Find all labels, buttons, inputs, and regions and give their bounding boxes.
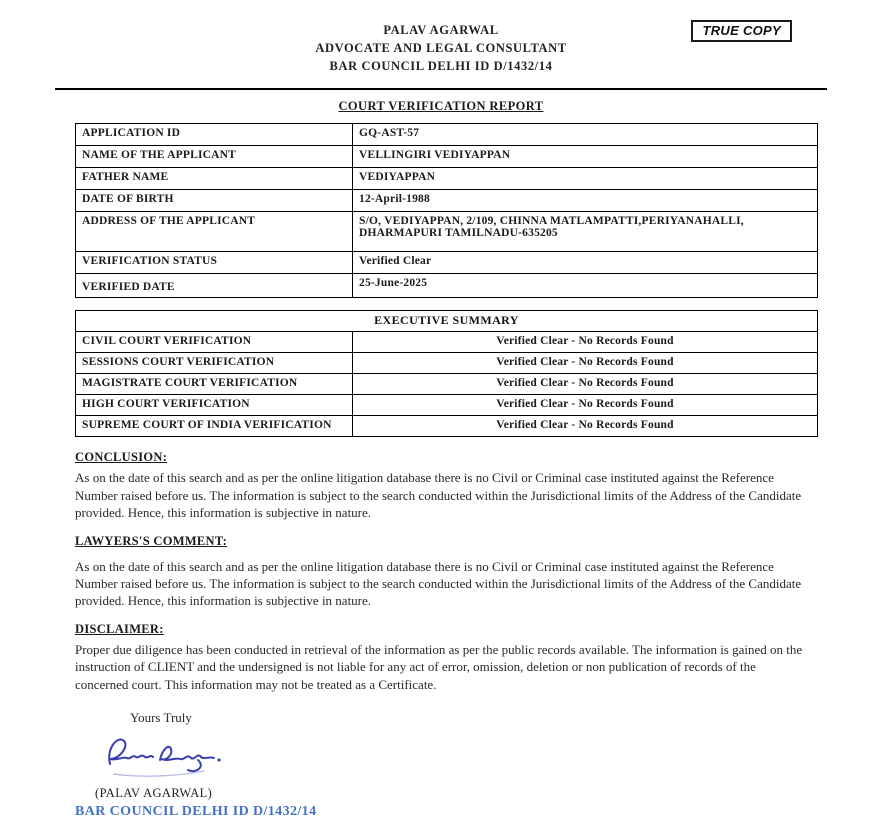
field-value: GQ-AST-57: [353, 124, 818, 146]
report-title: COURT VERIFICATION REPORT: [338, 99, 544, 114]
lawyers-comment-heading: LAWYERS'S COMMENT:: [75, 533, 228, 548]
field-label: NAME OF THE APPLICANT: [76, 146, 353, 168]
advocate-title: ADVOCATE AND LEGAL CONSULTANT: [315, 41, 567, 56]
summary-label: CIVIL COURT VERIFICATION: [76, 332, 353, 353]
summary-value: Verified Clear - No Records Found: [353, 332, 818, 353]
table-row: [76, 124, 818, 146]
true-copy-stamp: TRUE COPY: [691, 20, 792, 42]
field-label: DATE OF BIRTH: [76, 190, 353, 212]
field-value: VEDIYAPPAN: [353, 168, 818, 190]
table-row: [76, 395, 818, 416]
table-row: [76, 374, 818, 395]
field-label: VERIFICATION STATUS: [76, 252, 353, 274]
footer-bar-id: BAR COUNCIL DELHI ID D/1432/14: [75, 803, 317, 819]
conclusion-heading: CONCLUSION:: [75, 450, 168, 465]
summary-value: Verified Clear - No Records Found: [353, 353, 818, 374]
field-label: ADDRESS OF THE APPLICANT: [76, 212, 353, 252]
applicant-details-table: [75, 123, 818, 298]
summary-value: Verified Clear - No Records Found: [353, 374, 818, 395]
field-label: VERIFIED DATE: [76, 274, 353, 298]
summary-label: SESSIONS COURT VERIFICATION: [76, 353, 353, 374]
table-row: [76, 168, 818, 190]
executive-summary-title: EXECUTIVE SUMMARY: [76, 311, 818, 332]
table-row: [76, 146, 818, 168]
field-value: 12-April-1988: [353, 190, 818, 212]
summary-value: Verified Clear - No Records Found: [353, 395, 818, 416]
signature: [98, 730, 228, 782]
table-row: [76, 353, 818, 374]
summary-value: Verified Clear - No Records Found: [353, 416, 818, 437]
executive-summary-table: [75, 310, 818, 437]
table-row: [76, 274, 818, 298]
field-label: FATHER NAME: [76, 168, 353, 190]
advocate-bar-id: BAR COUNCIL DELHI ID D/1432/14: [329, 59, 553, 74]
header-divider: [55, 88, 827, 90]
signatory-name: (PALAV AGARWAL): [95, 785, 213, 800]
field-value: Verified Clear: [353, 252, 818, 274]
table-row: [76, 332, 818, 353]
table-row: [76, 311, 818, 332]
summary-label: SUPREME COURT OF INDIA VERIFICATION: [76, 416, 353, 437]
disclaimer-body: Proper due diligence has been conducted in retrieval of the information as per the public records available. The information is gained on the instruction of CLIENT and the undersigned is not liable for any act of error, omission, deletion or non publication of records of the concerned court. This information may not be treated as a Certificate.: [75, 642, 803, 692]
signature-ink: [98, 730, 228, 782]
disclaimer-heading: DISCLAIMER:: [75, 622, 164, 637]
closing-text: Yours Truly: [130, 709, 192, 725]
summary-label: HIGH COURT VERIFICATION: [76, 395, 353, 416]
conclusion-body: As on the date of this search and as per the online litigation database there is no Civil or Criminal case instituted against the Reference Number raised before us. The information is subject to the search conducted within the Jurisdictional limits of the Address of the Candidate provided. Hence, this information is subjective in nature.: [75, 470, 802, 520]
summary-label: MAGISTRATE COURT VERIFICATION: [76, 374, 353, 395]
table-row: [76, 212, 818, 252]
field-value: VELLINGIRI VEDIYAPPAN: [353, 146, 818, 168]
table-row: [76, 416, 818, 437]
field-value: S/O, VEDIYAPPAN, 2/109, CHINNA MATLAMPATTI,PERIYANAHALLI, DHARMAPURI TAMILNADU-635205: [353, 212, 818, 252]
table-row: [76, 252, 818, 274]
table-row: [76, 190, 818, 212]
conclusion-section: [75, 450, 812, 520]
advocate-name: PALAV AGARWAL: [383, 23, 499, 37]
lawyers-comment-section: [75, 534, 812, 609]
disclaimer-section: [75, 622, 812, 692]
field-label: APPLICATION ID: [76, 124, 353, 146]
field-value: 25-June-2025: [353, 274, 818, 298]
lawyers-comment-body: As on the date of this search and as per the online litigation database there is no Civil or Criminal case instituted against the Reference Number raised before us. The information is subject to the search conducted within the Jurisdictional limits of the Address of the Candidate provided. Hence, this information is subjective in nature.: [75, 558, 802, 609]
